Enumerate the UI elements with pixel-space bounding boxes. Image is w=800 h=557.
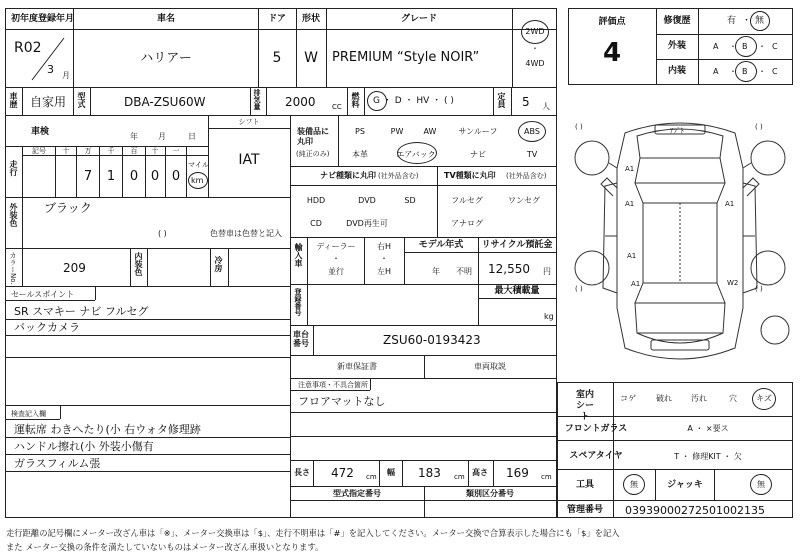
length-label: 長さ [294, 468, 310, 477]
exterior-grade-label: 外装 [667, 41, 687, 51]
exterior-grade-b: B [742, 42, 748, 51]
body-shape: W [304, 50, 318, 66]
seat-label: 室内シート [575, 390, 594, 422]
score-label: 評価点 [598, 17, 626, 27]
length-unit: cm [366, 473, 377, 481]
capacity-value: 5 [522, 95, 530, 109]
interior-color-label: 内装色 [134, 252, 143, 276]
drive-dot: ・ [531, 44, 539, 53]
diagram-label-a1-front-left: A1 [625, 165, 635, 173]
interior-dot-1: ・ [729, 67, 737, 76]
diagram-label-a1-right-door: A1 [725, 200, 735, 208]
chassis-value: ZSU60-0193423 [383, 333, 481, 347]
exterior-dot-2: ・ [758, 42, 766, 51]
shaken-label: 車検 [30, 127, 50, 137]
grade-value: PREMIUM “Style NOIR” [332, 50, 480, 65]
equip-sunroof: サンルーフ [458, 127, 498, 136]
interior-grade-a: A [713, 67, 719, 76]
diagram-paren-2: ( ) [755, 123, 763, 131]
windshield-label: フロントガラス [564, 424, 628, 434]
model-year-value: 不明 [456, 267, 472, 276]
fuel-label: 燃料 [351, 92, 360, 108]
usage-value: 自家用 [30, 95, 67, 109]
import-label: 輸入車 [294, 243, 303, 267]
width-unit: cm [454, 473, 465, 481]
left-hand-drive: 左H [376, 267, 392, 276]
inspector-line2: ハンドル擦れ(小 外装小傷有 [14, 440, 154, 453]
spare-tire-label: スペアタイヤ [569, 451, 623, 461]
digit-header-5: 十 [151, 147, 159, 155]
shaken-year-unit: 年 [130, 132, 138, 141]
shift-label: シフト [238, 118, 260, 126]
capacity-unit: 人 [542, 102, 550, 111]
mileage-digit-5: 0 [171, 169, 181, 184]
height-value: 169 [506, 466, 529, 480]
diagram-label-w2: W2 [727, 279, 739, 287]
footer-note-2: また メーター交換の条件を満たしていないものはメーター改ざん車扱いとなります。 [6, 542, 324, 552]
registration-number-label: 登録番号 [294, 288, 302, 316]
interior-grade-label: 内装 [667, 66, 687, 76]
sales-point-line2: バックカメラ [14, 321, 80, 334]
capacity-label: 定員 [497, 92, 506, 108]
equip-navi: ナビ [470, 150, 486, 159]
nav-dvd: DVD [358, 196, 376, 205]
digit-header-2: 万 [84, 147, 92, 155]
right-hand-drive: 右H [376, 242, 392, 251]
diagram-label-abuto: ｱﾌﾞﾄ [670, 127, 684, 135]
registration-era-year: R02 [14, 40, 42, 56]
diagram-paren-1: ( ) [575, 123, 583, 131]
tv-oneseg: ワンセグ [508, 196, 540, 205]
mileage-digit-2: 1 [106, 169, 116, 184]
displacement-label: 排気量 [253, 89, 261, 110]
height-label: 高さ [472, 468, 488, 477]
shaken-month-unit: 月 [158, 132, 166, 141]
shape-label: 形状 [301, 14, 321, 24]
diagram-label-a1-left-rear: A1 [627, 252, 637, 260]
equip-tv: TV [526, 150, 538, 159]
repair-none: 無 [755, 16, 765, 26]
management-number-label: 管理番号 [566, 505, 604, 515]
interior-dot-2: ・ [758, 67, 766, 76]
height-unit: cm [541, 473, 552, 481]
max-load-label: 最大積載量 [494, 286, 540, 296]
footer-note-1: 走行距離の記号欄にメーター改ざん車は「※」、メーター交換車は「$」、走行不明車は「#」を記入してください。メーター交換で合算表示した場合にも「$」を記入 [6, 528, 620, 538]
jack-value: 無 [757, 480, 765, 489]
spare-tire-value: T ・ 修理KIT ・ 欠 [674, 452, 742, 461]
digit-header-3: 千 [107, 147, 115, 155]
ac-label: 冷房 [214, 256, 223, 272]
inspector-label: 検査記入欄 [11, 410, 46, 418]
registration-month: 3 [47, 63, 54, 76]
seat-burn: コゲ [620, 394, 636, 403]
diagram-paren-4: ( ) [755, 285, 763, 293]
inspector-line3: ガラスフィルム張 [14, 457, 101, 470]
car-name: ハリアー [140, 51, 192, 66]
grade-label: グレード [400, 14, 438, 24]
shift-value: IAT [238, 152, 260, 168]
model-year-unit: 年 [432, 267, 440, 276]
exterior-color-value: ブラック [44, 201, 92, 215]
notes-text: フロアマットなし [298, 395, 386, 408]
tools-label: 工具 [575, 480, 595, 490]
displacement-unit: CC [332, 103, 342, 111]
jack-label: ジャッキ [667, 480, 703, 490]
tv-type-note: (社外品含む) [506, 172, 547, 180]
width-label: 幅 [387, 468, 395, 477]
car-damage-diagram [565, 108, 795, 378]
mileage-label: 走行 [9, 160, 18, 176]
notes-label: 注意事項・不具合箇所 [298, 381, 368, 389]
first-registration-label: 初年度登録年月 [11, 14, 75, 24]
model-value: DBA-ZSU60W [124, 95, 206, 109]
mileage-digit-4: 0 [150, 169, 160, 184]
shaken-day-unit: 日 [188, 132, 196, 141]
nav-hdd: HDD [306, 196, 326, 205]
equipment-label: 装備品に丸印 [297, 127, 329, 146]
exterior-grade-a: A [713, 42, 719, 51]
equip-pw: PW [390, 127, 404, 136]
model-year-label: モデル年式 [418, 240, 464, 250]
tv-fullseg: フルセグ [451, 196, 483, 205]
nav-cd: CD [310, 219, 322, 228]
equip-ps: PS [355, 127, 365, 136]
equipment-sublabel: (純正のみ) [296, 150, 330, 158]
equip-abs: ABS [524, 127, 540, 136]
color-no-value: 209 [63, 261, 86, 275]
recycle-value: 12,550 [488, 262, 530, 276]
tv-analog: アナログ [451, 219, 483, 228]
digit-header-6: 一 [172, 147, 180, 155]
mile-label: マイル [188, 161, 209, 169]
seat-stain: 汚れ [691, 394, 707, 403]
repair-history-label: 修復歴 [663, 16, 691, 26]
digit-header-4: 百 [130, 147, 138, 155]
mileage-digit-3: 0 [129, 169, 139, 184]
nav-type-note: (社外品含む) [378, 172, 419, 180]
recycle-unit: 円 [543, 267, 551, 276]
mark-label: 記号 [32, 147, 46, 155]
tools-value: 無 [630, 480, 638, 489]
sales-point-label: セールスポイント [11, 290, 75, 299]
import-dot: ・ [332, 254, 340, 263]
door-count: 5 [272, 50, 282, 66]
diagram-label-a1-left-door: A1 [625, 200, 635, 208]
drive-4wd: 4WD [525, 59, 545, 68]
sales-point-line1: SR スマキー ナビ フルセグ [14, 305, 149, 318]
overall-score: 4 [602, 38, 622, 68]
displacement-value: 2000 [285, 95, 316, 109]
recycle-label: リサイクル預託金 [481, 240, 553, 250]
seat-hole: 穴 [729, 394, 737, 403]
diagram-label-a1-left-quarter: A1 [631, 280, 641, 288]
nav-type-label: ナビ種類に丸印 [320, 171, 376, 180]
drive-2wd: 2WD [525, 27, 545, 36]
length-value: 472 [331, 466, 354, 480]
digit-header-1: 十 [62, 147, 70, 155]
month-unit: 月 [62, 71, 70, 80]
equip-aw: AW [423, 127, 437, 136]
drive-side-dot: ・ [380, 254, 388, 263]
vehicle-manual: 車両取説 [474, 362, 506, 371]
new-car-warranty: 新車保証書 [337, 362, 377, 371]
car-name-label: 車名 [156, 14, 176, 24]
mileage-digit-1: 7 [83, 169, 93, 184]
width-value: 183 [418, 466, 441, 480]
color-note-paren: ( ) [158, 229, 167, 238]
chassis-label: 車台番号 [293, 330, 309, 349]
management-number-value: 03939000272501002135 [625, 504, 765, 517]
door-label: ドア [268, 14, 286, 24]
exterior-dot-1: ・ [729, 42, 737, 51]
nav-sd: SD [404, 196, 416, 205]
import-dealer: ディーラー [316, 242, 356, 251]
windshield-value: A ・ ×要ス [687, 424, 729, 433]
diagram-paren-3: ( ) [575, 285, 583, 293]
type-designation-label: 型式指定番号 [333, 489, 381, 498]
color-change-note: 色替車は色替と記入 [210, 229, 282, 238]
max-load-unit: kg [544, 312, 554, 321]
tv-type-label: TV種類に丸印 [444, 171, 496, 180]
inspector-line1: 運転席 わきへたり(小 右ウォタ修理跡 [14, 423, 201, 436]
exterior-grade-c: C [772, 42, 778, 51]
repair-dot: ・ [742, 16, 752, 26]
usage-label: 車歴 [9, 92, 18, 108]
interior-grade-b: B [742, 67, 748, 76]
repair-yes: 有 [727, 16, 737, 26]
exterior-color-label: 外装色 [9, 203, 18, 227]
equip-leather: 本革 [352, 150, 368, 159]
nav-dvd-playback: DVD再生可 [346, 219, 388, 228]
km-label: km [191, 176, 204, 185]
seat-scratch: キズ [756, 394, 772, 403]
interior-grade-c: C [772, 67, 778, 76]
category-number-label: 類別区分番号 [466, 489, 514, 498]
import-parallel: 並行 [328, 267, 344, 276]
fuel-options: G ・ D ・ HV ・ ( ) [373, 96, 454, 106]
seat-tear: 破れ [656, 394, 672, 403]
model-label: 型式 [77, 92, 86, 108]
equip-airbag: エアバック [396, 150, 436, 159]
color-no-label: カラーNo. [9, 252, 17, 285]
